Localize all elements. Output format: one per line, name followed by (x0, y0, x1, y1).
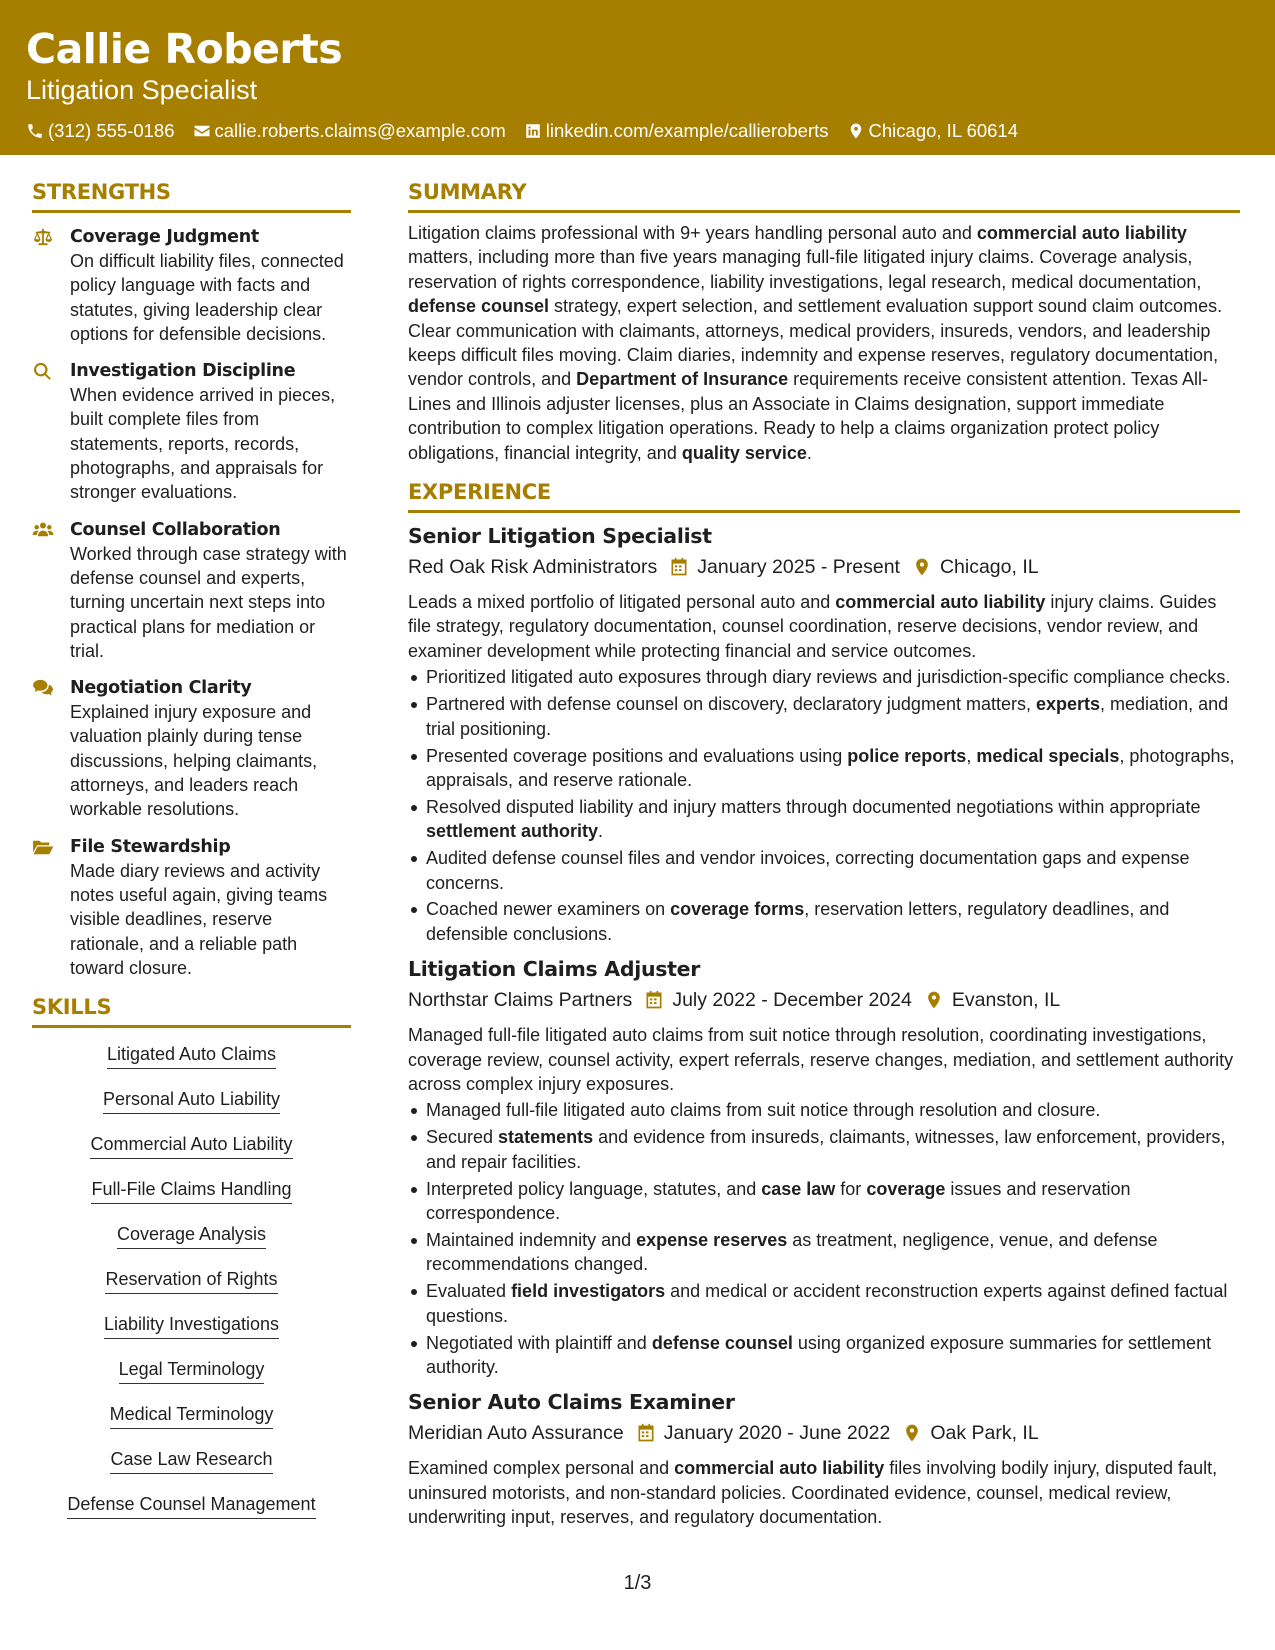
job-bullet: Prioritized litigated auto exposures through diary reviews and jurisdiction-specific compliance checks. (408, 665, 1240, 689)
skill-tag: Defense Counsel Management (67, 1492, 315, 1519)
emphasis-text: expense reserves (636, 1230, 788, 1250)
email-text: callie.roberts.claims@example.com (214, 120, 506, 141)
strength-text: On difficult liability files, connected policy language with facts and statutes, giving leadership clear options for defensible decisions. (70, 251, 344, 344)
emphasis-text: statements (498, 1127, 594, 1148)
strength-text: Worked through case strategy with defense counsel and experts, turning uncertain next steps into practical plans for mediation or trial. (70, 543, 347, 661)
summary-heading: SUMMARY (408, 178, 1240, 213)
emphasis-text: case law (761, 1178, 836, 1199)
resume-header (0, 0, 1275, 155)
emphasis-text: commercial auto liability (835, 592, 1046, 613)
strength-item (32, 835, 351, 980)
emphasis-text: defense counsel (408, 296, 550, 317)
location-pin-icon (847, 122, 865, 140)
skill-tag: Liability Investigations (104, 1312, 279, 1339)
skill-tag: Case Law Research (110, 1447, 272, 1474)
contact-email[interactable] (193, 120, 506, 142)
strength-title: File Stewardship (70, 836, 231, 857)
strength-item (32, 518, 351, 663)
contact-location (847, 120, 1018, 142)
linkedin-text: linkedin.com/example/callieroberts (545, 120, 829, 141)
strength-title: Investigation Discipline (70, 361, 296, 382)
location-text: Chicago, IL 60614 (868, 120, 1019, 141)
experience-heading: EXPERIENCE (408, 478, 1240, 513)
right-column (408, 178, 1240, 1530)
emphasis-text: commercial auto liability (976, 223, 1187, 243)
emphasis-text: medical specials (976, 745, 1120, 766)
emphasis-text: Department of Insurance (576, 369, 789, 390)
strength-text: When evidence arrived in pieces, built complete files from statements, reports, records, photographs, and appraisals for stronger evaluations. (70, 385, 336, 503)
strengths-heading: STRENGTHS (32, 178, 351, 213)
strength-text: Made diary reviews and activity notes useful again, giving teams visible deadlines, reserve rationale, and a reliable path toward closure. (70, 860, 328, 978)
job-description: Leads a mixed portfolio of litigated personal auto and commercial auto liability injury claims. Guides file strategy, regulatory documentation, counsel coordination, reserve decisions, vendor review, and examiner development while protecting financial and service outcomes. (408, 592, 1217, 661)
contact-bar (26, 120, 1249, 142)
strength-title: Coverage Judgment (70, 227, 259, 247)
job-bullet: Evaluated field investigators and medical or accident reconstruction experts against defined factual questions. (408, 1279, 1240, 1328)
job-location: Evanston, IL (951, 989, 1061, 1012)
emphasis-text: field investigators (511, 1281, 666, 1302)
job-entry (408, 522, 1240, 946)
job-dates: January 2020 - June 2022 (663, 1422, 891, 1445)
strength-item (32, 676, 351, 821)
emphasis-text: commercial auto liability (674, 1458, 885, 1479)
job-bullet: Partnered with defense counsel on discovery, declaratory judgment matters, experts, mediation, and trial positioning. (408, 692, 1240, 741)
job-description: Examined complex personal and commercial auto liability files involving bodily injury, disputed fault, uninsured motorists, and non-standard policies. Coordinated evidence, counsel, medical review, underwriting input, reserves, and regulatory documentation. (408, 1458, 1218, 1528)
strength-text: Explained injury exposure and valuation plainly during tense discussions, helping claimants, attorneys, and leaders reach workable resolutions. (70, 702, 318, 820)
summary-text: Litigation claims professional with 9+ years handling personal auto and commercial auto liability matters, including more than five years managing full-file litigated injury claims. Coverage analysis, reservation of rights correspondence, liability investigations, legal research, medical documentation, defense counsel strategy, expert selection, and settlement evaluation support sound claim outcomes. Clear communication with claimants, attorneys, medical providers, insureds, vendors, and leadership keeps difficult files moving. Claim diaries, indemnity and expense reserves, regulatory documentation, vendor controls, and Department of Insurance requirements receive consistent attention. Texas All-Lines and Illinois adjuster licenses, plus an Associate in Claims designation, support immediate contribution to complex litigation operations. Ready to help a claims organization protect policy obligations, financial integrity, and quality service. (408, 223, 1223, 463)
emphasis-text: experts (1035, 694, 1101, 715)
job-location: Oak Park, IL (930, 1422, 1039, 1445)
emphasis-text: settlement authority (426, 821, 599, 842)
emphasis-text: quality service (681, 442, 807, 463)
candidate-title: Litigation Specialist (26, 75, 258, 105)
skill-tag: Coverage Analysis (117, 1222, 266, 1249)
folder-open-icon (32, 838, 54, 856)
strengths-section (32, 178, 351, 980)
job-location: Chicago, IL (939, 556, 1039, 579)
experience-section (408, 478, 1240, 1530)
job-bullets (408, 665, 1240, 946)
job-bullet: Resolved disputed liability and injury matters through documented negotiations within appropriate settlement authority. (408, 795, 1240, 844)
summary-section (408, 178, 1240, 465)
phone-icon (26, 122, 44, 140)
calendar-icon (644, 990, 664, 1010)
skill-tag: Reservation of Rights (105, 1267, 277, 1294)
location-pin-icon (912, 557, 932, 577)
skill-tag: Commercial Auto Liability (90, 1132, 292, 1159)
job-bullet: Presented coverage positions and evaluations using police reports, medical specials, photographs, appraisals, and reserve rationale. (408, 744, 1240, 793)
skill-tag: Litigated Auto Claims (107, 1042, 276, 1069)
users-icon (32, 521, 54, 539)
job-bullet: Audited defense counsel files and vendor invoices, correcting documentation gaps and expense concerns. (408, 846, 1240, 895)
job-company: Meridian Auto Assurance (408, 1422, 624, 1445)
emphasis-text: police reports (847, 745, 967, 766)
strength-title: Counsel Collaboration (70, 519, 281, 540)
job-meta (408, 1418, 1240, 1448)
job-dates: July 2022 - December 2024 (672, 989, 912, 1012)
contact-linkedin[interactable] (524, 120, 829, 142)
calendar-icon (669, 557, 689, 577)
job-bullet: Interpreted policy language, statutes, and case law for coverage issues and reservation correspondence. (408, 1177, 1240, 1226)
strength-title: Negotiation Clarity (70, 678, 252, 699)
strength-item (32, 359, 351, 504)
skill-tag: Legal Terminology (119, 1357, 265, 1384)
job-title: Litigation Claims Adjuster (408, 957, 701, 982)
location-pin-icon (924, 990, 944, 1010)
page-number: 1/3 (623, 1572, 652, 1594)
contact-phone[interactable] (26, 120, 175, 142)
job-bullet: Coached newer examiners on coverage forms, reservation letters, regulatory deadlines, and defensible conclusions. (408, 897, 1240, 946)
job-bullet: Maintained indemnity and expense reserves as treatment, negligence, venue, and defense recommendations changed. (408, 1228, 1240, 1277)
job-meta (408, 552, 1240, 582)
job-title: Senior Litigation Specialist (408, 524, 712, 549)
emphasis-text: defense counsel (651, 1332, 793, 1353)
job-company: Northstar Claims Partners (408, 989, 633, 1012)
job-bullet: Managed full-file litigated auto claims from suit notice through resolution and closure. (408, 1098, 1240, 1122)
job-bullet: Secured statements and evidence from insureds, claimants, witnesses, law enforcement, providers, and repair facilities. (408, 1125, 1240, 1174)
job-company: Red Oak Risk Administrators (408, 556, 658, 579)
job-entry (408, 955, 1240, 1379)
job-dates: January 2025 - Present (697, 556, 900, 579)
skills-section (32, 993, 351, 1537)
job-entry (408, 1388, 1240, 1529)
skill-tag: Personal Auto Liability (103, 1087, 280, 1114)
balance-scale-icon (32, 228, 54, 246)
skill-tag: Medical Terminology (110, 1402, 274, 1429)
job-bullet: Negotiated with plaintiff and defense counsel using organized exposure summaries for settlement authority. (408, 1331, 1240, 1380)
phone-text: (312) 555-0186 (48, 120, 175, 141)
linkedin-icon (524, 122, 542, 140)
search-icon (32, 362, 54, 380)
emphasis-text: coverage forms (670, 899, 805, 920)
comments-icon (32, 679, 54, 697)
envelope-icon (193, 122, 211, 140)
candidate-name: Callie Roberts (26, 25, 343, 73)
strength-item (32, 225, 351, 346)
job-title: Senior Auto Claims Examiner (408, 1390, 735, 1415)
skill-tag: Full-File Claims Handling (91, 1177, 291, 1204)
skills-heading: SKILLS (32, 993, 351, 1028)
job-meta (408, 985, 1240, 1015)
emphasis-text: coverage (866, 1178, 946, 1199)
calendar-icon (636, 1423, 656, 1443)
job-description: Managed full-file litigated auto claims from suit notice through resolution, coordinating investigations, coverage review, counsel activity, expert referrals, reserve changes, mediation, and settlement authority across complex injury exposures. (408, 1025, 1234, 1095)
location-pin-icon (902, 1423, 922, 1443)
left-column (32, 178, 351, 1537)
job-bullets (408, 1098, 1240, 1379)
